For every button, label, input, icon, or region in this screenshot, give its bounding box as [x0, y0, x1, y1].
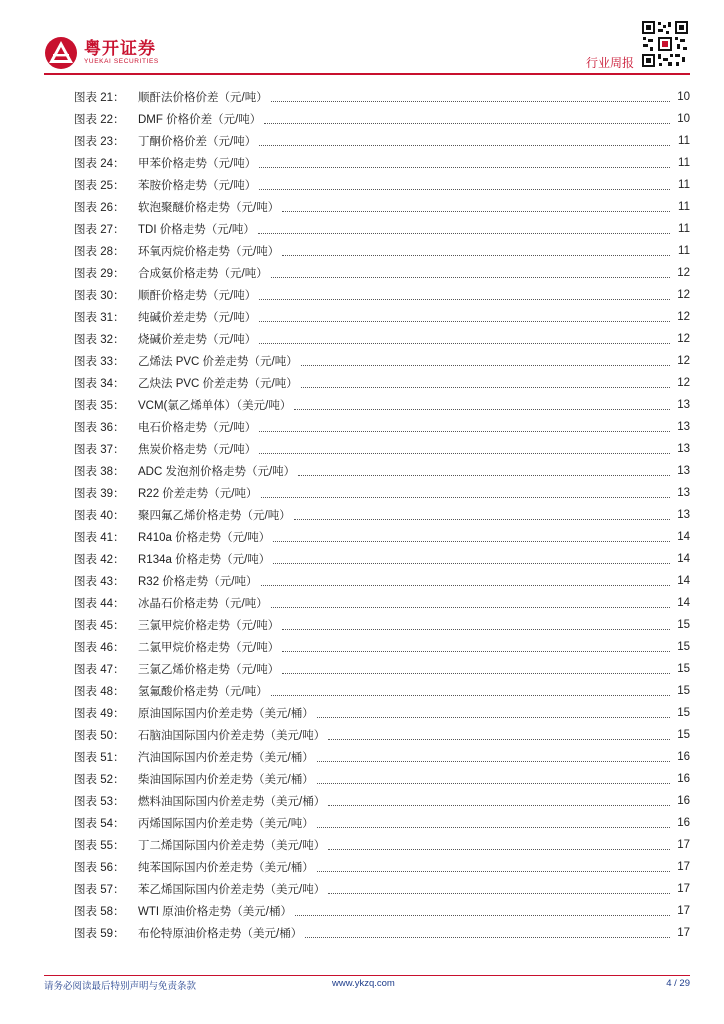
- toc-dot-leader: [271, 100, 670, 102]
- toc-dot-leader: [259, 430, 670, 432]
- toc-entry-page: 14: [677, 553, 690, 565]
- toc-entry[interactable]: [74, 482, 690, 504]
- toc-entry-number: 图表 26：: [74, 202, 125, 214]
- page-header: [0, 0, 724, 80]
- toc-entry-page: 11: [678, 179, 690, 191]
- toc-entry-page: 10: [677, 113, 690, 125]
- toc-dot-leader: [301, 364, 670, 366]
- toc-entry-page: 12: [677, 377, 690, 389]
- toc-entry-number: 图表 49：: [74, 708, 125, 720]
- toc-entry[interactable]: [74, 372, 690, 394]
- toc-dot-leader: [271, 276, 670, 278]
- qr-code-icon: [641, 20, 689, 68]
- toc-entry-number: 图表 25：: [74, 180, 125, 192]
- toc-entry-page: 17: [677, 927, 690, 939]
- toc-entry-page: 15: [677, 663, 690, 675]
- toc-entry[interactable]: [74, 108, 690, 130]
- toc-entry[interactable]: [74, 504, 690, 526]
- toc-entry-title: 聚四氟乙烯价格走势（元/吨）: [138, 510, 291, 522]
- toc-dot-leader: [317, 782, 670, 784]
- toc-entry-title: DMF 价格价差（元/吨）: [138, 114, 262, 126]
- page-footer: [44, 978, 690, 992]
- toc-dot-leader: [317, 826, 670, 828]
- toc-dot-leader: [259, 452, 670, 454]
- toc-entry-number: 图表 23：: [74, 136, 125, 148]
- report-type-label: 行业周报: [586, 56, 635, 70]
- toc-entry[interactable]: [74, 394, 690, 416]
- toc-dot-leader: [317, 760, 670, 762]
- logo-chinese-name: 粤开证券: [84, 39, 156, 58]
- toc-entry-page: 12: [677, 267, 690, 279]
- toc-dot-leader: [328, 892, 670, 894]
- toc-entry[interactable]: [74, 526, 690, 548]
- toc-entry-title: 顺酐法价格价差（元/吨）: [138, 92, 268, 104]
- toc-entry-number: 图表 32：: [74, 334, 125, 346]
- toc-entry-number: 图表 37：: [74, 444, 125, 456]
- footer-website-link[interactable]: www.ykzq.com: [332, 978, 395, 989]
- toc-entry-title: 燃料油国际国内价差走势（美元/桶）: [138, 796, 326, 808]
- toc-entry-title: R22 价差走势（元/吨）: [138, 488, 258, 500]
- toc-entry-title: TDI 价格走势（元/吨）: [138, 224, 255, 236]
- footer-disclaimer: 请务必阅读最后特别声明与免责条款: [44, 981, 197, 992]
- toc-dot-leader: [282, 650, 670, 652]
- toc-entry-number: 图表 56：: [74, 862, 125, 874]
- toc-entry[interactable]: [74, 130, 690, 152]
- toc-entry-title: 二氯甲烷价格走势（元/吨）: [138, 642, 280, 654]
- toc-entry-page: 13: [677, 487, 690, 499]
- toc-entry-title: 乙烯法 PVC 价差走势（元/吨）: [138, 356, 298, 368]
- toc-entry-number: 图表 48：: [74, 686, 125, 698]
- toc-entry-number: 图表 45：: [74, 620, 125, 632]
- toc-entry-number: 图表 27：: [74, 224, 125, 236]
- toc-entry-number: 图表 44：: [74, 598, 125, 610]
- toc-entry-number: 图表 46：: [74, 642, 125, 654]
- toc-dot-leader: [261, 584, 671, 586]
- company-logo: [44, 36, 159, 70]
- toc-entry-title: 柴油国际国内价差走势（美元/桶）: [138, 774, 314, 786]
- toc-entry[interactable]: [74, 570, 690, 592]
- toc-entry[interactable]: [74, 614, 690, 636]
- toc-entry-title: 三氯乙烯价格走势（元/吨）: [138, 664, 280, 676]
- toc-dot-leader: [282, 210, 670, 212]
- header-divider: [44, 73, 690, 75]
- toc-entry-page: 17: [677, 839, 690, 851]
- toc-entry-page: 13: [677, 421, 690, 433]
- toc-entry-number: 图表 53：: [74, 796, 125, 808]
- toc-entry[interactable]: [74, 86, 690, 108]
- toc-entry-number: 图表 42：: [74, 554, 125, 566]
- toc-entry-number: 图表 36：: [74, 422, 125, 434]
- toc-dot-leader: [259, 188, 670, 190]
- toc-entry-title: 苯胺价格走势（元/吨）: [138, 180, 257, 192]
- toc-entry[interactable]: [74, 196, 690, 218]
- toc-dot-leader: [261, 496, 671, 498]
- toc-entry-title: 丁酮价格价差（元/吨）: [138, 136, 257, 148]
- toc-entry[interactable]: [74, 350, 690, 372]
- page-number: 4 / 29: [666, 978, 690, 989]
- toc-dot-leader: [317, 870, 670, 872]
- toc-entry-page: 13: [677, 443, 690, 455]
- toc-entry-title: ADC 发泡剂价格走势（元/吨）: [138, 466, 296, 478]
- toc-dot-leader: [271, 606, 670, 608]
- toc-entry-page: 16: [677, 817, 690, 829]
- toc-entry-number: 图表 24：: [74, 158, 125, 170]
- toc-entry-title: 石脑油国际国内价差走势（美元/吨）: [138, 730, 326, 742]
- toc-entry-number: 图表 34：: [74, 378, 125, 390]
- toc-entry[interactable]: [74, 438, 690, 460]
- toc-entry-page: 15: [677, 619, 690, 631]
- toc-entry-page: 16: [677, 773, 690, 785]
- toc-entry-number: 图表 41：: [74, 532, 125, 544]
- toc-entry-page: 13: [677, 399, 690, 411]
- toc-entry[interactable]: [74, 878, 690, 900]
- toc-entry[interactable]: [74, 174, 690, 196]
- toc-entry-title: 原油国际国内价差走势（美元/桶）: [138, 708, 314, 720]
- toc-entry[interactable]: [74, 768, 690, 790]
- toc-dot-leader: [259, 166, 670, 168]
- toc-entry-page: 11: [678, 135, 690, 147]
- toc-entry-page: 15: [677, 729, 690, 741]
- toc-entry-title: 氢氟酸价格走势（元/吨）: [138, 686, 268, 698]
- toc-dot-leader: [271, 694, 670, 696]
- toc-entry-number: 图表 38：: [74, 466, 125, 478]
- toc-entry-title: 合成氨价格走势（元/吨）: [138, 268, 268, 280]
- toc-entry[interactable]: [74, 152, 690, 174]
- toc-entry-title: 甲苯价格走势（元/吨）: [138, 158, 257, 170]
- toc-dot-leader: [298, 474, 670, 476]
- toc-entry-title: 环氧丙烷价格走势（元/吨）: [138, 246, 280, 258]
- toc-entry-page: 13: [677, 509, 690, 521]
- toc-dot-leader: [258, 232, 670, 234]
- toc-dot-leader: [259, 298, 670, 300]
- toc-entry-page: 11: [678, 201, 690, 213]
- toc-dot-leader: [282, 628, 670, 630]
- toc-entry-page: 16: [677, 751, 690, 763]
- toc-entry-title: R134a 价格走势（元/吨）: [138, 554, 271, 566]
- toc-entry-page: 17: [677, 883, 690, 895]
- toc-entry-number: 图表 55：: [74, 840, 125, 852]
- toc-entry[interactable]: [74, 724, 690, 746]
- toc-entry-number: 图表 21：: [74, 92, 125, 104]
- toc-dot-leader: [259, 144, 670, 146]
- toc-dot-leader: [317, 716, 670, 718]
- toc-entry-number: 图表 30：: [74, 290, 125, 302]
- toc-dot-leader: [259, 342, 670, 344]
- toc-entry-number: 图表 59：: [74, 928, 125, 940]
- toc-entry-title: 顺酐价格走势（元/吨）: [138, 290, 257, 302]
- toc-entry-number: 图表 43：: [74, 576, 125, 588]
- footer-divider: [44, 975, 690, 976]
- toc-entry-number: 图表 35：: [74, 400, 125, 412]
- toc-entry[interactable]: [74, 900, 690, 922]
- toc-entry-page: 17: [677, 861, 690, 873]
- toc-entry-page: 11: [678, 245, 690, 257]
- toc-entry-title: VCM(氯乙烯单体）（美元/吨）: [138, 400, 292, 412]
- toc-entry-number: 图表 29：: [74, 268, 125, 280]
- toc-entry-title: 焦炭价格走势（元/吨）: [138, 444, 257, 456]
- toc-entry[interactable]: [74, 790, 690, 812]
- toc-entry-title: 苯乙烯国际国内价差走势（美元/吨）: [138, 884, 326, 896]
- toc-entry[interactable]: [74, 856, 690, 878]
- toc-entry[interactable]: [74, 592, 690, 614]
- toc-entry-title: 布伦特原油价格走势（美元/桶）: [138, 928, 303, 940]
- toc-dot-leader: [264, 122, 670, 124]
- toc-entry-page: 14: [677, 575, 690, 587]
- toc-entry-title: 电石价格走势（元/吨）: [138, 422, 257, 434]
- toc-entry-number: 图表 39：: [74, 488, 125, 500]
- toc-entry-title: 烧碱价差走势（元/吨）: [138, 334, 257, 346]
- toc-entry-title: 纯碱价差走势（元/吨）: [138, 312, 257, 324]
- toc-entry[interactable]: [74, 922, 690, 944]
- toc-entry[interactable]: [74, 548, 690, 570]
- toc-entry-number: 图表 31：: [74, 312, 125, 324]
- toc-entry-page: 12: [677, 289, 690, 301]
- toc-dot-leader: [282, 254, 670, 256]
- toc-dot-leader: [328, 738, 670, 740]
- toc-entry-number: 图表 28：: [74, 246, 125, 258]
- toc-dot-leader: [328, 804, 670, 806]
- toc-entry-title: 丁二烯国际国内价差走势（美元/吨）: [138, 840, 326, 852]
- toc-entry-number: 图表 47：: [74, 664, 125, 676]
- toc-entry-title: 软泡聚醚价格走势（元/吨）: [138, 202, 280, 214]
- logo-emblem-icon: [44, 36, 78, 70]
- toc-entry[interactable]: [74, 328, 690, 350]
- toc-entry-page: 15: [677, 641, 690, 653]
- toc-entry-number: 图表 54：: [74, 818, 125, 830]
- toc-entry[interactable]: [74, 262, 690, 284]
- toc-dot-leader: [294, 518, 670, 520]
- toc-entry-page: 12: [677, 333, 690, 345]
- toc-entry-number: 图表 52：: [74, 774, 125, 786]
- toc-entry[interactable]: [74, 284, 690, 306]
- toc-entry[interactable]: [74, 416, 690, 438]
- toc-entry-title: 冰晶石价格走势（元/吨）: [138, 598, 268, 610]
- toc-entry-title: R410a 价格走势（元/吨）: [138, 532, 271, 544]
- toc-entry-page: 12: [677, 311, 690, 323]
- toc-entry-page: 15: [677, 707, 690, 719]
- toc-entry-page: 16: [677, 795, 690, 807]
- toc-entry-page: 17: [677, 905, 690, 917]
- toc-dot-leader: [282, 672, 670, 674]
- toc-entry[interactable]: [74, 746, 690, 768]
- toc-entry-page: 14: [677, 531, 690, 543]
- toc-entry-page: 11: [678, 223, 690, 235]
- toc-dot-leader: [295, 914, 670, 916]
- toc-entry-number: 图表 22：: [74, 114, 125, 126]
- toc-entry[interactable]: [74, 702, 690, 724]
- toc-entry[interactable]: [74, 834, 690, 856]
- toc-entry-number: 图表 50：: [74, 730, 125, 742]
- figure-list: [74, 86, 690, 944]
- toc-entry-title: 乙炔法 PVC 价差走势（元/吨）: [138, 378, 298, 390]
- toc-entry[interactable]: [74, 636, 690, 658]
- toc-entry-title: 纯苯国际国内价差走势（美元/桶）: [138, 862, 314, 874]
- toc-entry-title: 汽油国际国内价差走势（美元/桶）: [138, 752, 314, 764]
- toc-entry-page: 15: [677, 685, 690, 697]
- toc-entry[interactable]: [74, 680, 690, 702]
- toc-entry-page: 10: [677, 91, 690, 103]
- toc-dot-leader: [328, 848, 670, 850]
- toc-dot-leader: [294, 408, 670, 410]
- toc-entry-title: WTI 原油价格走势（美元/桶）: [138, 906, 292, 918]
- toc-entry-number: 图表 40：: [74, 510, 125, 522]
- toc-entry-number: 图表 57：: [74, 884, 125, 896]
- toc-entry-page: 11: [678, 157, 690, 169]
- toc-entry[interactable]: [74, 658, 690, 680]
- toc-dot-leader: [259, 320, 670, 322]
- toc-dot-leader: [301, 386, 670, 388]
- toc-entry[interactable]: [74, 240, 690, 262]
- toc-entry-title: 丙烯国际国内价差走势（美元/吨）: [138, 818, 314, 830]
- toc-entry-title: 三氯甲烷价格走势（元/吨）: [138, 620, 280, 632]
- toc-dot-leader: [273, 540, 670, 542]
- toc-entry-number: 图表 58：: [74, 906, 125, 918]
- toc-dot-leader: [305, 936, 670, 938]
- toc-entry[interactable]: [74, 812, 690, 834]
- toc-entry-page: 13: [677, 465, 690, 477]
- toc-entry[interactable]: [74, 460, 690, 482]
- toc-entry-number: 图表 51：: [74, 752, 125, 764]
- toc-entry-number: 图表 33：: [74, 356, 125, 368]
- toc-entry-title: R32 价格走势（元/吨）: [138, 576, 258, 588]
- logo-english-name: YUEKAI SECURITIES: [84, 58, 159, 65]
- toc-entry[interactable]: [74, 306, 690, 328]
- toc-dot-leader: [273, 562, 670, 564]
- toc-entry[interactable]: [74, 218, 690, 240]
- toc-entry-page: 12: [677, 355, 690, 367]
- toc-entry-page: 14: [677, 597, 690, 609]
